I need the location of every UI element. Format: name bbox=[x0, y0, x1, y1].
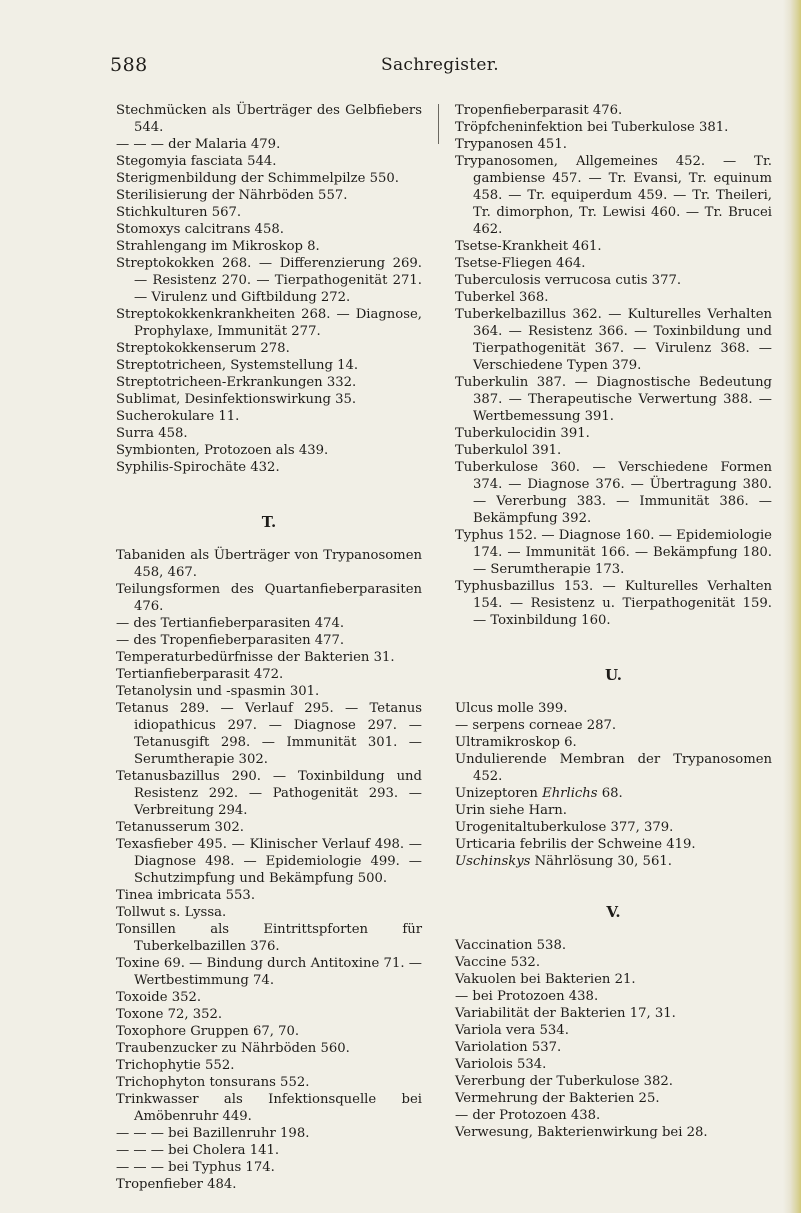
index-entry: Stegomyia fasciata 544. bbox=[116, 154, 277, 169]
section-heading-t: T. bbox=[261, 513, 277, 531]
index-entry: Trichophytie 552. bbox=[116, 1058, 235, 1073]
index-entry-ehrlich bbox=[455, 785, 772, 802]
index-entry: Tsetse-Krankheit 461. bbox=[455, 239, 602, 254]
index-entry: Undulierende Membran der Trypanosomen 452. bbox=[455, 752, 772, 784]
entry-text: Unizeptoren bbox=[455, 786, 543, 801]
index-entry: Trinkwasser als Infektionsquelle bei Amöbenruhr 449. bbox=[116, 1092, 422, 1124]
index-entry: Temperaturbedürfnisse der Bakterien 31. bbox=[116, 650, 395, 665]
index-entry: Streptokokkenserum 278. bbox=[116, 341, 290, 356]
running-title: Sachregister. bbox=[381, 55, 499, 75]
index-entry: Ulcus molle 399. bbox=[455, 701, 568, 716]
person-name-ehrlich: Ehrlichs bbox=[542, 786, 598, 801]
index-entry: Variola vera 534. bbox=[455, 1023, 569, 1038]
page-header bbox=[110, 54, 770, 82]
index-entry: Tröpfcheninfektion bei Tuberkulose 381. bbox=[455, 120, 729, 135]
entries-u bbox=[455, 700, 772, 870]
index-entry: Streptokokken 268. — Differenzierung 269. — Resistenz 270. — Tierpathogenität 271. — Virulenz und Giftbildung 272. bbox=[116, 256, 422, 305]
index-entry: — — — bei Cholera 141. bbox=[116, 1143, 280, 1158]
page-number: 588 bbox=[110, 54, 148, 76]
index-entry: Tuberculosis verrucosa cutis 377. bbox=[455, 273, 682, 288]
index-entry: Tabaniden als Überträger von Trypanosomen 458, 467. bbox=[116, 548, 422, 580]
index-entry: Tuberkulin 387. — Diagnostische Bedeutung 387. — Therapeutische Verwertung 388. — Wertbemessung 391. bbox=[455, 375, 772, 424]
index-entry: Vaccination 538. bbox=[455, 938, 567, 953]
index-entry: Toxine 69. — Bindung durch Antitoxine 71. — Wertbestimmung 74. bbox=[116, 956, 422, 988]
index-entry: Syphilis-Spirochäte 432. bbox=[116, 460, 280, 475]
index-entry: Tetanusserum 302. bbox=[116, 820, 244, 835]
index-entry: Tuberkulol 391. bbox=[455, 443, 562, 458]
column-divider bbox=[438, 104, 439, 144]
index-entry: — bei Protozoen 438. bbox=[455, 989, 599, 1004]
index-entry: Variolation 537. bbox=[455, 1040, 562, 1055]
entries-v bbox=[455, 937, 772, 1141]
index-entry: Toxophore Gruppen 67, 70. bbox=[116, 1024, 300, 1039]
index-entry: Tinea imbricata 553. bbox=[116, 888, 256, 903]
index-entry: — — — bei Bazillenruhr 198. bbox=[116, 1126, 310, 1141]
page-edge bbox=[783, 0, 801, 1213]
entry-pages: 68. bbox=[597, 786, 623, 801]
entries-t bbox=[116, 547, 422, 1193]
index-entry: Toxoide 352. bbox=[116, 990, 202, 1005]
index-entry: Tetanolysin und -spasmin 301. bbox=[116, 684, 320, 699]
index-entry: Streptokokkenkrankheiten 268. — Diagnose, Prophylaxe, Immunität 277. bbox=[116, 307, 422, 339]
section-heading-v: V. bbox=[606, 903, 621, 921]
index-entry: Tetanusbazillus 290. — Toxinbildung und Resistenz 292. — Pathogenität 293. — Verbreitung 294. bbox=[116, 769, 422, 818]
index-entry: Strahlengang im Mikroskop 8. bbox=[116, 239, 320, 254]
index-entry: Vakuolen bei Bakterien 21. bbox=[455, 972, 636, 987]
left-column bbox=[116, 102, 422, 1193]
index-entry: Tsetse-Fliegen 464. bbox=[455, 256, 586, 271]
index-entry: Vererbung der Tuberkulose 382. bbox=[455, 1074, 673, 1089]
index-entry: Urogenitaltuberkulose 377, 379. bbox=[455, 820, 674, 835]
index-entry: Stomoxys calcitrans 458. bbox=[116, 222, 284, 237]
index-entry: Teilungsformen des Quartanfieberparasiten 476. bbox=[116, 582, 422, 614]
index-entry: — — — der Malaria 479. bbox=[116, 137, 281, 152]
index-entry: Trichophyton tonsurans 552. bbox=[116, 1075, 310, 1090]
index-entry: Tropenfieberparasit 476. bbox=[455, 103, 623, 118]
index-entry: Trypanosen 451. bbox=[455, 137, 567, 152]
person-name-uschinsky: Uschinskys bbox=[455, 854, 531, 869]
index-entry: Sublimat, Desinfektionswirkung 35. bbox=[116, 392, 357, 407]
index-entry: Surra 458. bbox=[116, 426, 188, 441]
index-entry: Stechmücken als Überträger des Gelbfiebers 544. bbox=[116, 103, 422, 135]
index-entry: Sterilisierung der Nährböden 557. bbox=[116, 188, 348, 203]
index-entry: Variabilität der Bakterien 17, 31. bbox=[455, 1006, 676, 1021]
index-entry: Tuberkulose 360. — Verschiedene Formen 374. — Diagnose 376. — Übertragung 380. — Vererbung 383. — Immunität 386. — Bekämpfung 392. bbox=[455, 460, 772, 526]
index-entry: Tonsillen als Eintrittspforten für Tuberkelbazillen 376. bbox=[116, 922, 422, 954]
index-entry-uschinsky bbox=[455, 853, 772, 870]
index-entry: Typhusbazillus 153. — Kulturelles Verhalten 154. — Resistenz u. Tierpathogenität 159. — Toxinbildung 160. bbox=[455, 579, 772, 628]
index-entry: Typhus 152. — Diagnose 160. — Epidemiologie 174. — Immunität 166. — Bekämpfung 180. — Serumtherapie 173. bbox=[455, 528, 772, 577]
index-entry: — serpens corneae 287. bbox=[455, 718, 617, 733]
index-entry: Texasfieber 495. — Klinischer Verlauf 498. — Diagnose 498. — Epidemiologie 499. — Schutzimpfung und Bekämpfung 500. bbox=[116, 837, 422, 886]
index-entry: — der Protozoen 438. bbox=[455, 1108, 601, 1123]
index-entry: Tetanus 289. — Verlauf 295. — Tetanus idiopathicus 297. — Diagnose 297. — Tetanusgift 298. — Immunität 301. — Serumtherapie 302. bbox=[116, 701, 422, 767]
entry-text: Nährlösung 30, 561. bbox=[530, 854, 672, 869]
entries-t-continued bbox=[455, 102, 772, 629]
index-entry: Sterigmenbildung der Schimmelpilze 550. bbox=[116, 171, 399, 186]
index-entry: Stichkulturen 567. bbox=[116, 205, 242, 220]
index-entry: Ultramikroskop 6. bbox=[455, 735, 577, 750]
index-entry: — des Tertianfieberparasiten 474. bbox=[116, 616, 345, 631]
index-entry: Urticaria febrilis der Schweine 419. bbox=[455, 837, 696, 852]
index-entry: Traubenzucker zu Nährböden 560. bbox=[116, 1041, 350, 1056]
index-entry: Streptotricheen-Erkrankungen 332. bbox=[116, 375, 357, 390]
index-entry: Vaccine 532. bbox=[455, 955, 541, 970]
index-entry: Variolois 534. bbox=[455, 1057, 547, 1072]
index-entry: Symbionten, Protozoen als 439. bbox=[116, 443, 329, 458]
index-entry: Verwesung, Bakterienwirkung bei 28. bbox=[455, 1125, 708, 1140]
index-entry: Tollwut s. Lyssa. bbox=[116, 905, 227, 920]
index-entry: Tropenfieber 484. bbox=[116, 1177, 237, 1192]
index-entry: — — — bei Typhus 174. bbox=[116, 1160, 275, 1175]
index-entry: — des Tropenfieberparasiten 477. bbox=[116, 633, 345, 648]
index-entry: Sucherokulare 11. bbox=[116, 409, 240, 424]
index-entry: Streptotricheen, Systemstellung 14. bbox=[116, 358, 359, 373]
entries-s bbox=[116, 102, 422, 476]
index-entry: Toxone 72, 352. bbox=[116, 1007, 223, 1022]
index-entry: Urin siehe Harn. bbox=[455, 803, 567, 818]
index-entry: Tuberkulocidin 391. bbox=[455, 426, 590, 441]
index-entry: Tuberkel 368. bbox=[455, 290, 549, 305]
right-column bbox=[455, 102, 772, 1141]
index-entry: Tertianfieberparasit 472. bbox=[116, 667, 284, 682]
index-entry: Vermehrung der Bakterien 25. bbox=[455, 1091, 660, 1106]
section-heading-u: U. bbox=[605, 666, 622, 684]
index-entry: Tuberkelbazillus 362. — Kulturelles Verhalten 364. — Resistenz 366. — Toxinbildung und Tierpathogenität 367. — Virulenz 368. — Verschiedene Typen 379. bbox=[455, 307, 772, 373]
index-entry: Trypanosomen, Allgemeines 452. — Tr. gambiense 457. — Tr. Evansi, Tr. equinum 458. — Tr. equiperdum 459. — Tr. Theileri, Tr. dimorphon, Tr. Lewisi 460. — Tr. Brucei 462. bbox=[455, 154, 772, 237]
